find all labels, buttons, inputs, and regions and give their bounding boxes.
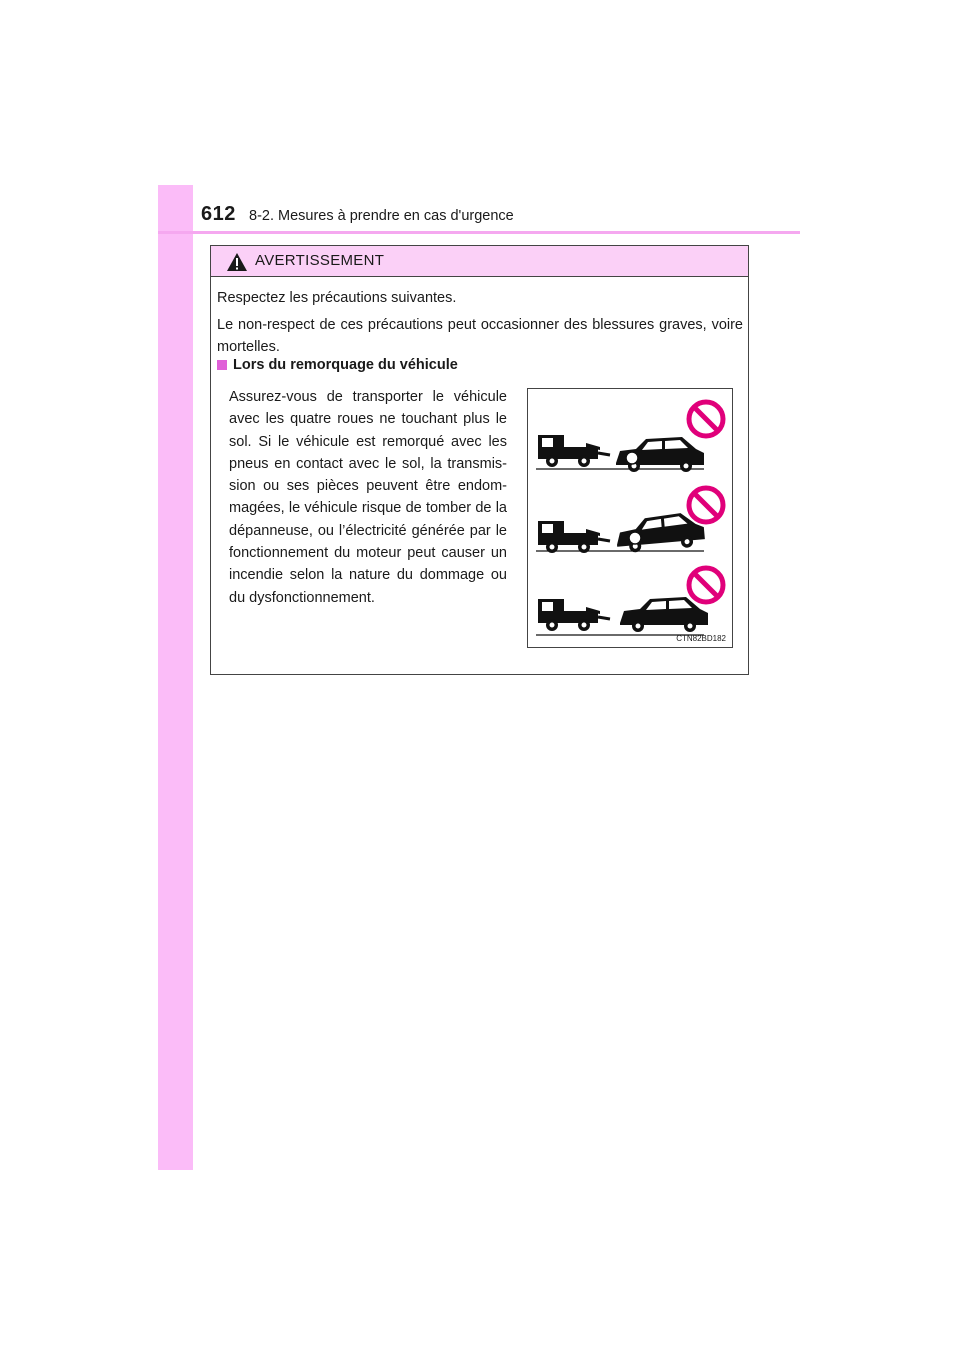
warning-subheading	[217, 357, 458, 373]
page-number: 612	[201, 203, 236, 225]
square-bullet-icon	[217, 360, 227, 370]
warning-header	[211, 246, 748, 277]
tow-truck-drawing	[538, 521, 610, 553]
towed-car-drawing	[620, 597, 708, 632]
warning-box	[210, 245, 749, 675]
warning-triangle-icon	[226, 252, 248, 272]
prohibition-icon	[689, 488, 723, 522]
subheading-text: Lors du remorquage du véhicule	[233, 357, 458, 373]
prohibition-icon	[689, 402, 723, 436]
tow-truck-drawing	[538, 435, 610, 467]
section-title: 8-2. Mesures à prendre en cas d'urgence	[249, 208, 514, 224]
towing-illustration	[527, 388, 733, 648]
prohibition-icon	[689, 568, 723, 602]
warning-consequence: Le non-respect de ces précautions peut occasionner des blessures graves, voire mortelles.	[217, 317, 743, 355]
warning-body: Assurez-vous de transporter le véhicule avec les quatre roues ne touchant plus le sol. Si le véhicule est remorqué avec les pneus en contact avec le sol, la transmis-sion ou ses pièces peuvent être endom-magées, le véhicule risque de tomber de la dépanneuse, ou l’électricité générée par le fonctionnement du moteur peut causer un incendie selon la nature du dommage ou du dysfonctionnement.	[229, 389, 507, 606]
tow-truck-drawing	[538, 599, 610, 631]
side-tab-band	[158, 185, 193, 1170]
figure-code: CTN82BD182	[676, 634, 726, 643]
header-rule	[158, 231, 800, 234]
towing-diagram	[528, 389, 732, 647]
warning-title: AVERTISSEMENT	[255, 252, 385, 269]
warning-intro: Respectez les précautions suivantes.	[217, 290, 457, 306]
